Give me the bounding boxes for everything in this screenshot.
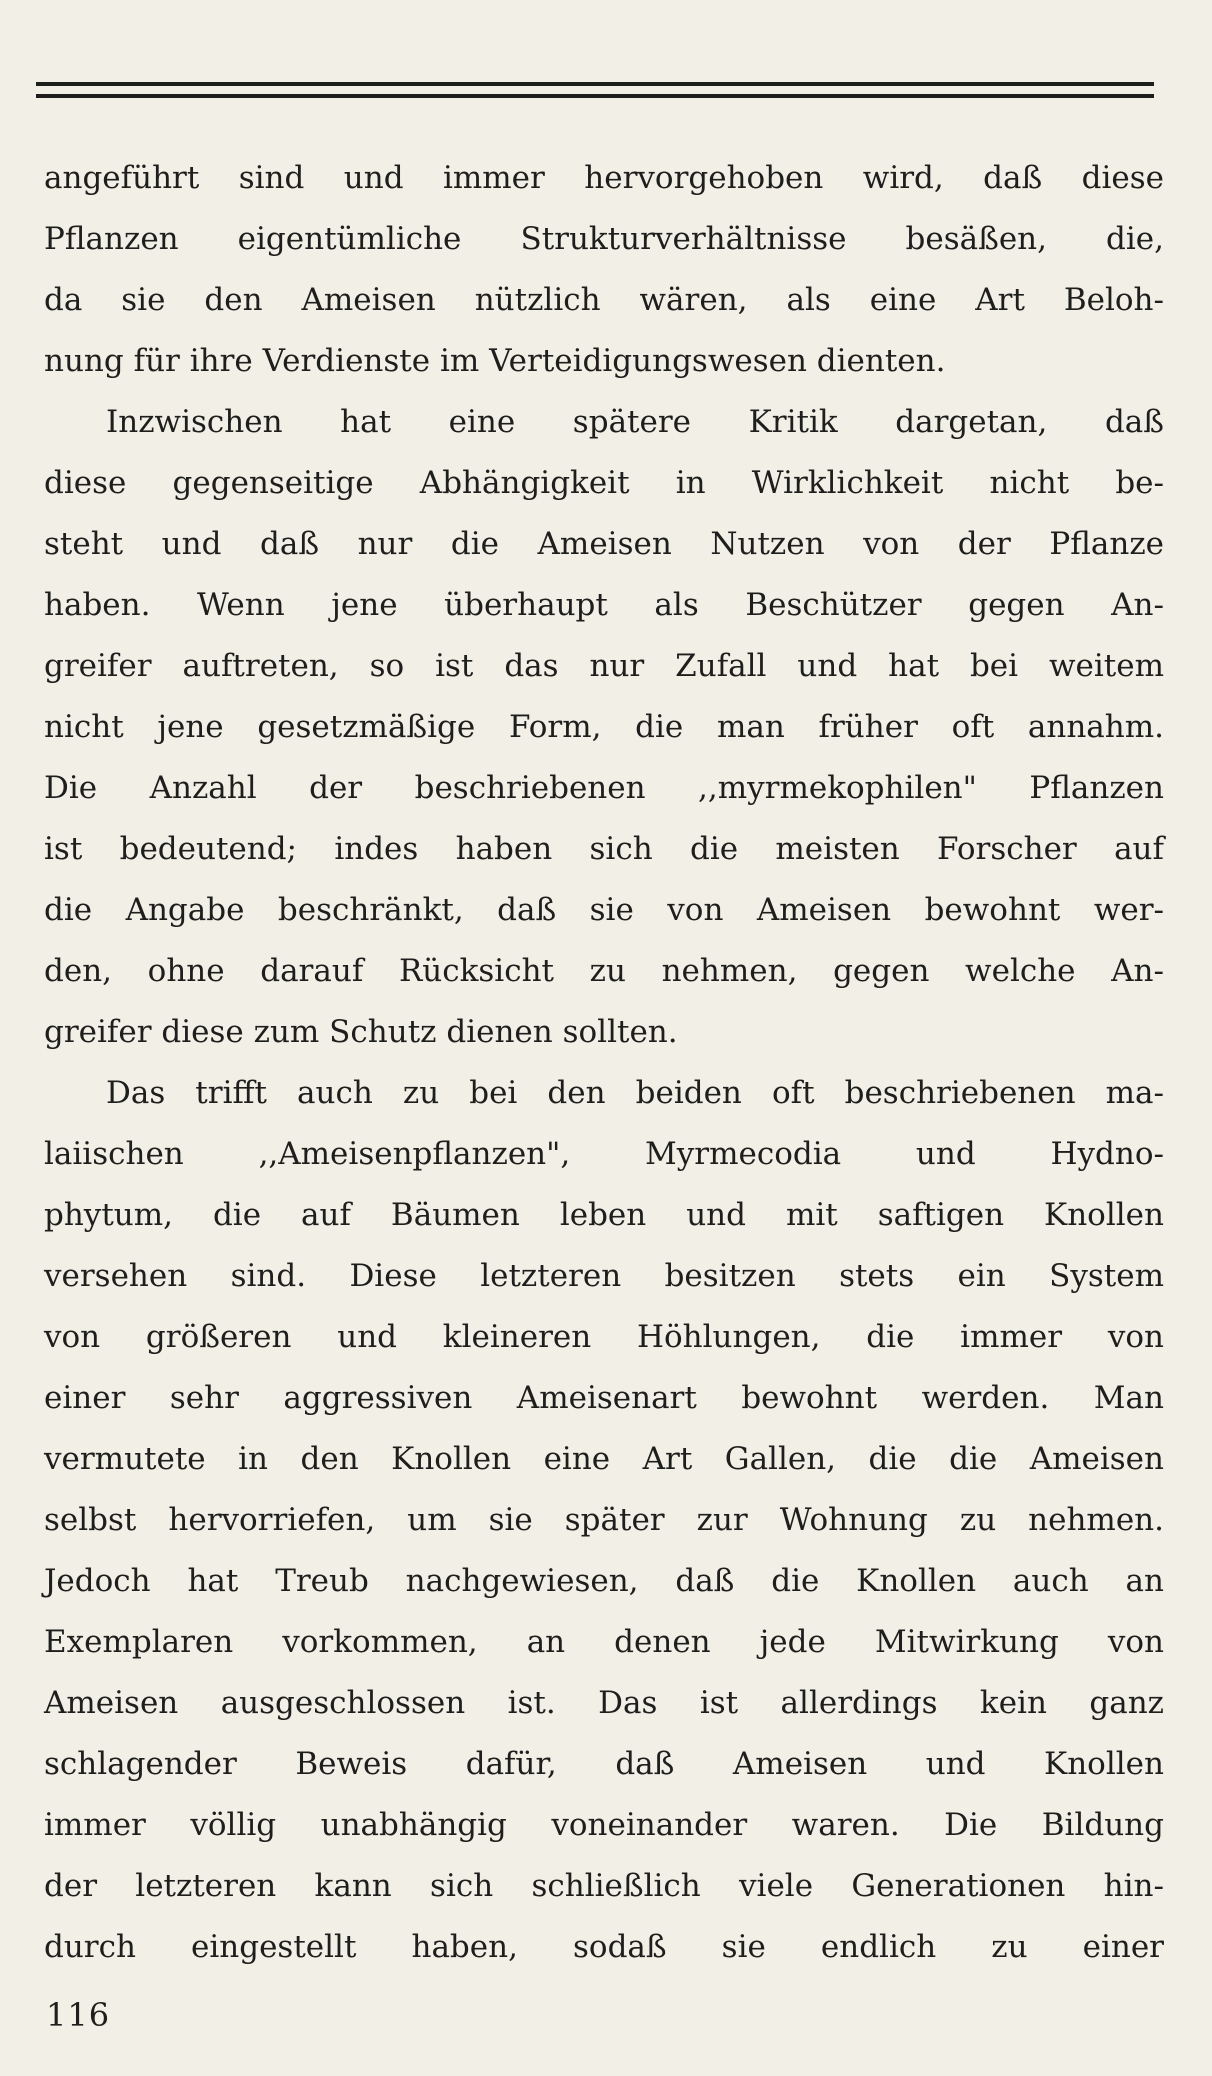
text-line: greifer auftreten, so ist das nur Zufall und hat bei weitem <box>44 648 1164 684</box>
text-line: die Angabe beschränkt, daß sie von Ameisen bewohnt wer- <box>44 892 1164 928</box>
text-line: nung für ihre Verdienste im Verteidigungswesen dienten. <box>44 343 946 379</box>
text-line: Das trifft auch zu bei den beiden oft beschriebenen ma- <box>106 1075 1164 1111</box>
body-text <box>44 148 1164 1978</box>
text-line: Die Anzahl der beschriebenen ,,myrmekophilen" Pflanzen <box>44 770 1164 806</box>
page-number: 116 <box>46 1996 111 2034</box>
text-line: Ameisen ausgeschlossen ist. Das ist allerdings kein ganz <box>44 1685 1164 1721</box>
header-rule-top <box>36 82 1154 86</box>
text-line: Pflanzen eigentümliche Strukturverhältnisse besäßen, die, <box>44 221 1164 257</box>
text-line: schlagender Beweis dafür, daß Ameisen und Knollen <box>44 1746 1164 1782</box>
text-line: phytum, die auf Bäumen leben und mit saftigen Knollen <box>44 1197 1164 1233</box>
text-line: angeführt sind und immer hervorgehoben wird, daß diese <box>44 160 1164 196</box>
text-line: ist bedeutend; indes haben sich die meisten Forscher auf <box>44 831 1164 867</box>
text-line: durch eingestellt haben, sodaß sie endlich zu einer <box>44 1929 1164 1965</box>
text-line: versehen sind. Diese letzteren besitzen stets ein System <box>44 1258 1164 1294</box>
text-line: Jedoch hat Treub nachgewiesen, daß die Knollen auch an <box>44 1563 1164 1599</box>
text-line: den, ohne darauf Rücksicht zu nehmen, gegen welche An- <box>44 953 1164 989</box>
text-line: diese gegenseitige Abhängigkeit in Wirklichkeit nicht be- <box>44 465 1164 501</box>
text-line: nicht jene gesetzmäßige Form, die man früher oft annahm. <box>44 709 1164 745</box>
text-line: einer sehr aggressiven Ameisenart bewohnt werden. Man <box>44 1380 1164 1416</box>
text-line: da sie den Ameisen nützlich wären, als eine Art Beloh- <box>44 282 1164 318</box>
text-line: laiischen ,,Ameisenpflanzen", Myrmecodia und Hydno- <box>44 1136 1164 1172</box>
text-line: Exemplaren vorkommen, an denen jede Mitwirkung von <box>44 1624 1164 1660</box>
text-line: steht und daß nur die Ameisen Nutzen von der Pflanze <box>44 526 1164 562</box>
text-line: der letzteren kann sich schließlich viele Generationen hin- <box>44 1868 1164 1904</box>
header-rule-bottom <box>36 94 1154 98</box>
text-line: greifer diese zum Schutz dienen sollten. <box>44 1014 678 1050</box>
text-line: immer völlig unabhängig voneinander waren. Die Bildung <box>44 1807 1164 1843</box>
text-line: Inzwischen hat eine spätere Kritik dargetan, daß <box>106 404 1164 440</box>
text-line: von größeren und kleineren Höhlungen, die immer von <box>44 1319 1164 1355</box>
text-line: vermutete in den Knollen eine Art Gallen, die die Ameisen <box>44 1441 1164 1477</box>
text-line: haben. Wenn jene überhaupt als Beschützer gegen An- <box>44 587 1164 623</box>
text-line: selbst hervorriefen, um sie später zur Wohnung zu nehmen. <box>44 1502 1164 1538</box>
